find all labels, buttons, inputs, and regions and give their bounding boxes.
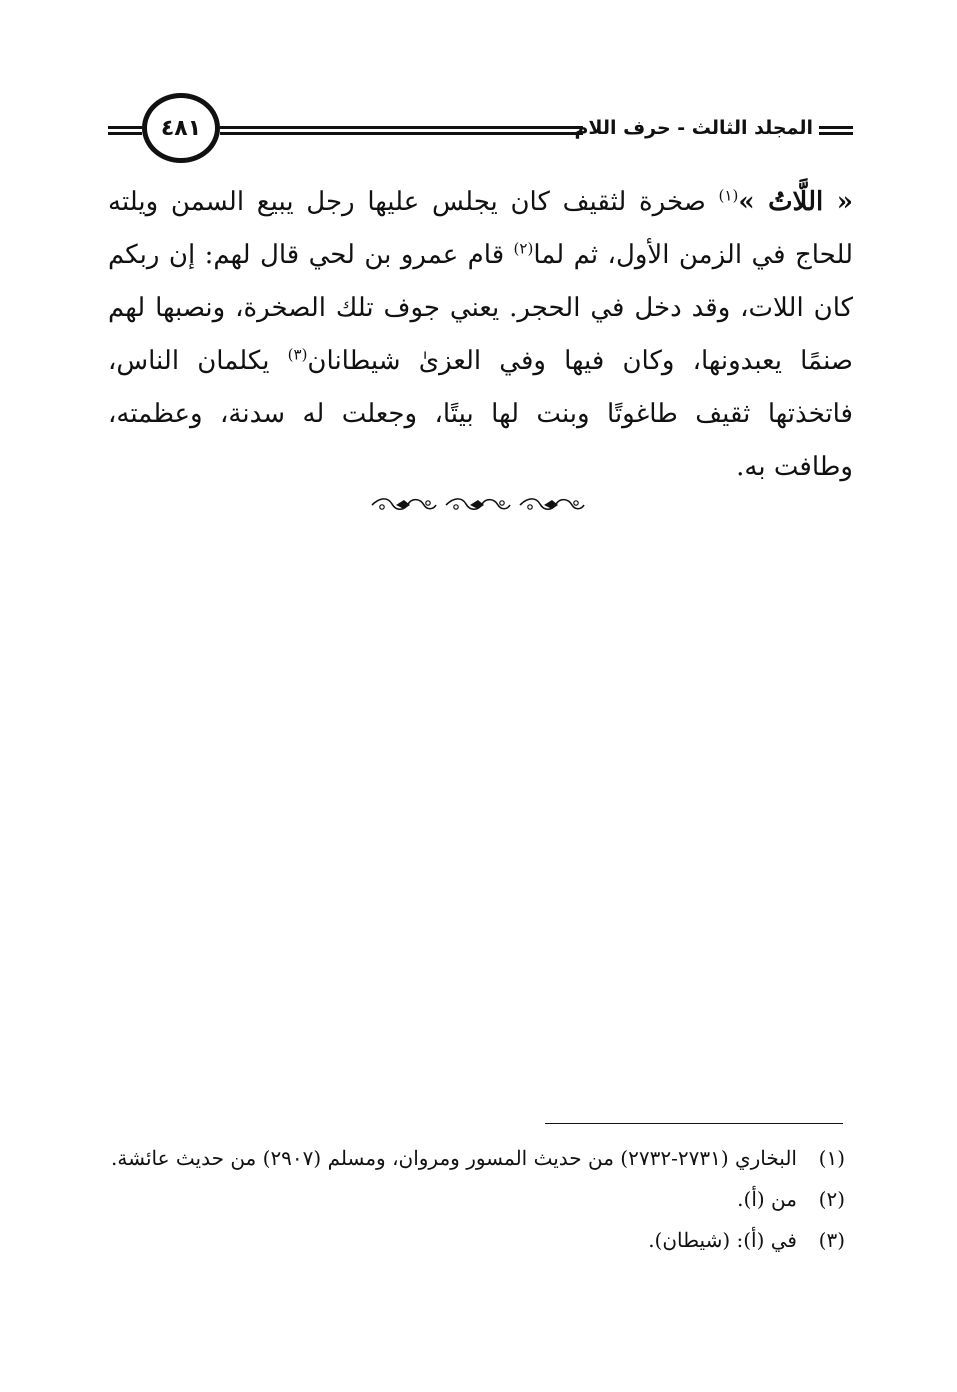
footnote-ref-2[interactable]: (٢) bbox=[513, 239, 534, 258]
entry-text: وطافت به. bbox=[736, 452, 853, 482]
ornament-flourish-icon bbox=[370, 494, 438, 516]
page-number: ٤٨١ bbox=[160, 115, 202, 141]
entry-line-1 bbox=[108, 176, 853, 229]
entry-text: صنمًا يعبدونها، وكان فيها وفي العزىٰ شيطانان bbox=[307, 346, 853, 376]
entry-line-3 bbox=[108, 282, 853, 335]
footnote-text: البخاري (٢٧٣١-٢٧٣٢) من حديث المسور ومروان، ومسلم (٢٩٠٧) من حديث عائشة. bbox=[111, 1146, 797, 1170]
entry-text: قام عمرو بن لحي قال لهم: إن ربكم bbox=[108, 240, 514, 270]
entry-text: للحاج في الزمن الأول، ثم لما bbox=[533, 240, 853, 270]
page-number-badge bbox=[142, 93, 220, 163]
headword: « اللَّاتُ » bbox=[738, 187, 853, 217]
page-header bbox=[108, 88, 853, 168]
footnote-ref-3[interactable]: (٣) bbox=[287, 345, 308, 364]
entry-text: فاتخذتها ثقيف طاغوتًا وبنت لها بيتًا، وجعلت له سدنة، وعظمته، bbox=[108, 399, 853, 429]
footnote-number: (٢) bbox=[818, 1187, 845, 1211]
footnotes bbox=[100, 1138, 845, 1261]
footnote-number: (٣) bbox=[818, 1228, 845, 1252]
footnote-3 bbox=[100, 1220, 845, 1261]
header-rule-left bbox=[108, 126, 142, 135]
header-rule-right bbox=[819, 126, 853, 135]
entry-text: يكلمان الناس، bbox=[108, 346, 288, 376]
dictionary-entry bbox=[108, 176, 853, 494]
entry-text: صخرة لثقيف كان يجلس عليها رجل يبيع السمن ويلته bbox=[108, 187, 719, 217]
ornament-flourish-icon bbox=[444, 494, 512, 516]
header-rule-middle bbox=[220, 126, 583, 135]
entry-line-2 bbox=[108, 229, 853, 282]
footnote-text: من (أ). bbox=[737, 1187, 797, 1211]
footnote-ref-1[interactable]: (١) bbox=[718, 186, 739, 205]
footnote-number: (١) bbox=[818, 1146, 845, 1170]
entry-line-5 bbox=[108, 388, 853, 441]
entry-line-4 bbox=[108, 335, 853, 388]
footnote-text: في (أ): (شيطان). bbox=[648, 1228, 797, 1252]
entry-line-6 bbox=[108, 441, 853, 494]
footnote-2 bbox=[100, 1179, 845, 1220]
entry-text: كان اللات، وقد دخل في الحجر. يعني جوف تلك الصخرة، ونصبها لهم bbox=[108, 293, 853, 323]
footnote-separator bbox=[545, 1123, 843, 1124]
running-title: المجلد الثالث - حرف اللام bbox=[574, 117, 813, 139]
ornament-divider bbox=[370, 492, 586, 518]
footnote-1 bbox=[100, 1138, 845, 1179]
ornament-flourish-icon bbox=[518, 494, 586, 516]
